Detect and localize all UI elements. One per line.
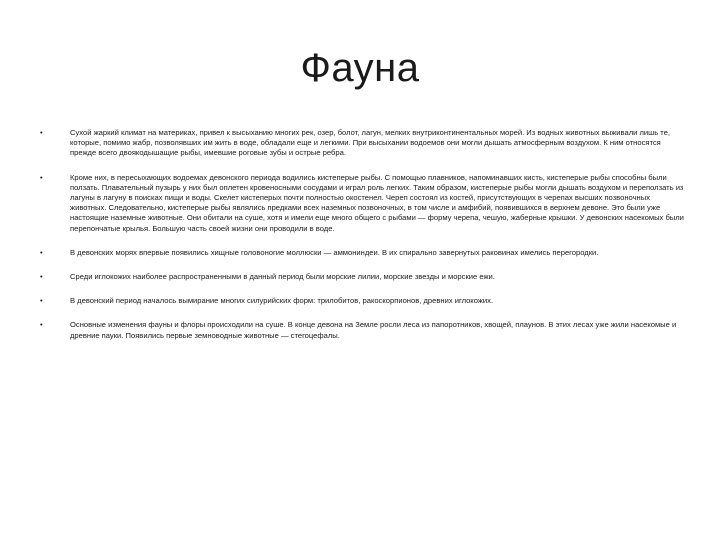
bullet-text: В девонский период началось вымирание многих силурийских форм: трилобитов, ракоскорпионов, древних иглокожих. bbox=[70, 296, 494, 306]
bullet-dot-icon: • bbox=[40, 296, 43, 306]
bullet-item-extinction bbox=[36, 296, 684, 306]
bullet-text: Среди иглокожих наиболее распространенными в данный период были морские лилии, морские звезды и морские ежи. bbox=[70, 272, 495, 282]
bullet-text: В девонских морях впервые появились хищные головоногие моллюски — аммониндеи. В их спирально завернутых раковинах имелись перегородки. bbox=[70, 247, 599, 257]
slide-title: Фауна bbox=[300, 46, 420, 90]
bullet-item-lobe-finned-fish bbox=[36, 173, 684, 234]
bullet-text: Сухой жаркий климат на материках, привел к высыханию многих рек, озер, болот, лагун, мелких внутриконтинентальных морей. Из водных животных выживали лишь те, которые, помимо жабр, позволявших им жить в воде, обладали еще и легкими. При высыхании водоемов они могли дышать атмосферным воздухом. К ним относятся прежде всего двоякодышащие рыбы, имевшие роговые зубы и острые ребра. bbox=[70, 128, 671, 158]
bullet-item-echinoderms bbox=[36, 272, 684, 282]
bullet-text: Кроме них, в пересыхающих водоемах девонского периода водились кистеперые рыбы. С помощью плавников, напоминавших кисть, кистеперые рыбы способны были ползать. Плавательный пузырь у них был оплетен кровеносными сосудами и играл роль легких. Таким образом, кистеперые рыбы могли дышать воздухом и переползать из лагуны в лагуну в поисках пищи и воды. Скелет кистеперых почти полностью окостенел. Череп состоял из костей, присутствующих в черепах высших позвоночных животных. Следовательно, кистеперые рыбы являлись предками всех наземных позвоночных, в том числе и амфибий, появившихся в верхнем девоне. Это были уже настоящие наземные животные. Они обитали на суше, хотя и имели еще много общего с рыбами — форму черепа, чешую, жаберные крышки. У девонских насекомых были перепончатые крылья. Большую часть своей жизни они проводили в воде. bbox=[70, 172, 684, 233]
bullet-text: Основные изменения фауны и флоры происходили на суше. В конце девона на Земле росли леса из папоротников, хвощей, плаунов. В этих лесах уже жили насекомые и древние пауки. Появились первые земноводные животные — стегоцефалы. bbox=[70, 320, 677, 340]
bullet-item-land-changes bbox=[36, 320, 684, 340]
bullet-item-dry-climate bbox=[36, 128, 684, 159]
bullet-item-ammonoids bbox=[36, 248, 684, 258]
bullet-dot-icon: • bbox=[40, 172, 43, 182]
bullet-dot-icon: • bbox=[40, 247, 43, 257]
bullet-dot-icon: • bbox=[40, 272, 43, 282]
bullet-dot-icon: • bbox=[40, 320, 43, 330]
bullet-dot-icon: • bbox=[40, 128, 43, 137]
bullet-list bbox=[36, 128, 684, 355]
